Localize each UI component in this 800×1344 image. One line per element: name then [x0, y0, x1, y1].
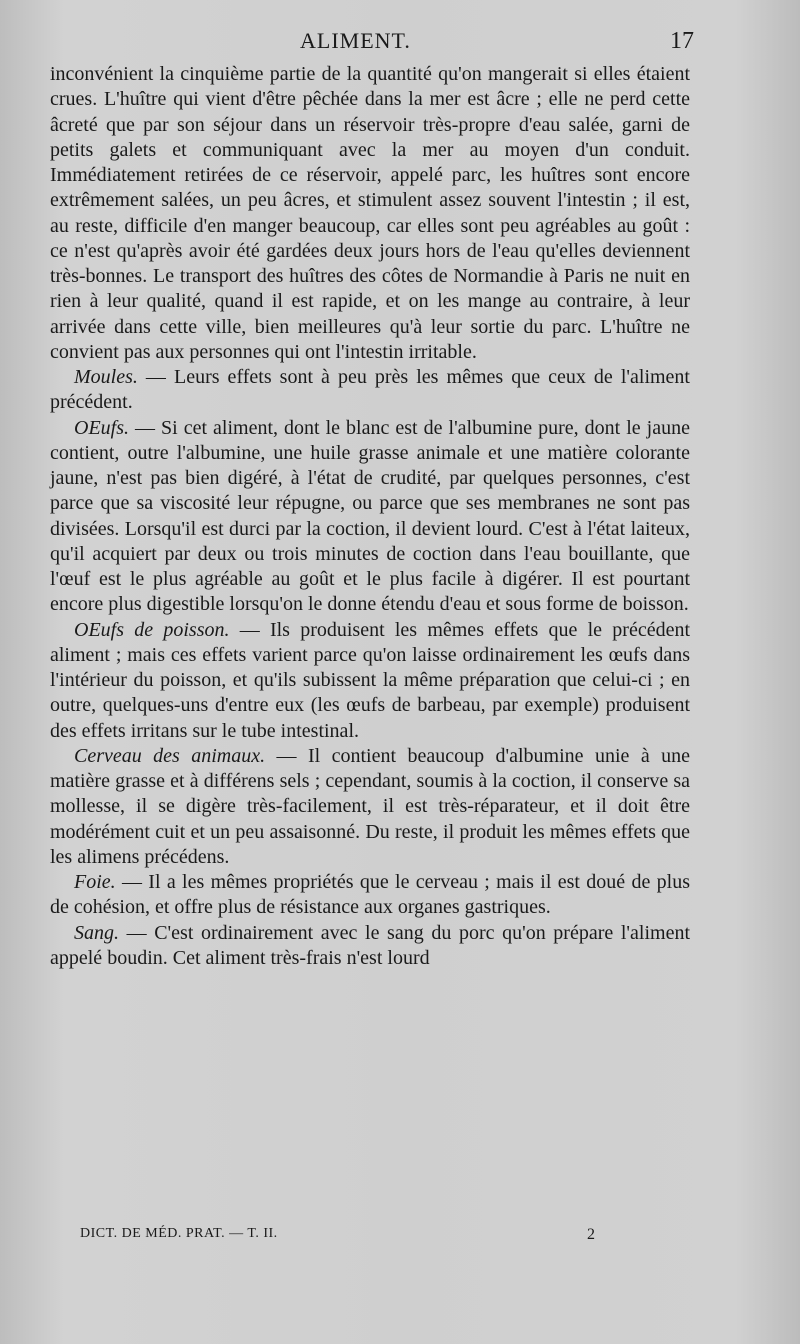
footer-imprint: DICT. DE MÉD. PRAT. — T. II.: [80, 1226, 278, 1241]
entry-term: OEufs.: [74, 416, 129, 439]
paragraph-text: — Leurs effets sont à peu près les mêmes que ceux de l'aliment précédent.: [50, 366, 690, 414]
paragraph-cerveau: [50, 744, 690, 870]
running-head: [50, 24, 694, 62]
paragraph-sang: [50, 921, 690, 972]
paragraph-text: — C'est ordinairement avec le sang du porc qu'on prépare l'aliment appelé boudin. Cet aliment très-frais n'est lourd: [50, 921, 690, 969]
paragraph-moules: [50, 365, 690, 416]
running-title: ALIMENT.: [300, 28, 411, 53]
signature-mark: 2: [587, 1226, 596, 1243]
entry-term: Moules.: [74, 366, 138, 388]
page-number: 17: [670, 28, 694, 54]
entry-term: OEufs de poisson.: [74, 618, 230, 641]
book-page: [50, 24, 694, 971]
entry-term: Sang.: [74, 921, 119, 944]
page-footer: [80, 1226, 640, 1242]
entry-term: Cerveau des animaux.: [74, 744, 266, 767]
paragraph-oeufs-de-poisson: [50, 618, 690, 744]
paragraph-text: — Ils produisent les mêmes effets que le précédent aliment ; mais ces effets varient parce qu'on laisse ordinairement les œufs dans l'intérieur du poisson, et qu'ils subissent la même préparation que celui-ci ; en outre, quelques-uns d'entre eux (les œufs de barbeau, par exemple) produisent des effets irritans sur le tube intestinal.: [50, 618, 691, 742]
body-text: [50, 62, 690, 971]
paragraph-huitres: [50, 62, 690, 365]
paragraph-oeufs: [50, 416, 690, 618]
entry-term: Foie.: [74, 871, 116, 893]
paragraph-foie: [50, 870, 690, 921]
paragraph-text: — Il contient beaucoup d'albumine unie à une matière grasse et à différens sels ; cependant, soumis à la coction, il conserve sa mollesse, il se digère très-facilement, il est très-réparateur, et il doit être modérément cuit et un peu assaisonné. Du reste, il produit les mêmes effets que les alimens précédens.: [50, 744, 690, 868]
paragraph-text: — Si cet aliment, dont le blanc est de l'albumine pure, dont le jaune contient, outre l'albumine, une huile grasse animale et une matière colorante jaune, n'est pas bien digéré, à l'état de crudité, par quelques personnes, c'est parce que sa viscosité leur répugne, ou parce que ses membranes ne sont pas divisées. Lorsqu'il est durci par la coction, il devient lourd. C'est à l'état laiteux, qu'il acquiert par deux ou trois minutes de coction dans l'eau bouillante, que l'œuf est le plus agréable au goût et le plus facile à digérer. Il est pourtant encore plus digestible lorsqu'on le donne étendu d'eau et sous forme de boisson.: [50, 416, 690, 616]
paragraph-text: inconvénient la cinquième partie de la quantité qu'on mangerait si elles étaient crues. L'huître qui vient d'être pêchée dans la mer est âcre ; elle ne perd cette âcreté que par son séjour dans un réservoir très-propre d'eau salée, garni de petits galets et communiquant avec la mer au moyen d'un conduit. Immédiatement retirées de ce réservoir, appelé parc, les huîtres sont encore extrêmement salées, un peu âcres, et stimulent assez souvent l'intestin ; il est, au reste, difficile d'en manger beaucoup, car elles sont peu agréables au goût : ce n'est qu'après avoir été gardées deux jours hors de l'eau qu'elles deviennent très-bonnes. Le transport des huîtres des côtes de Normandie à Paris ne nuit en rien à leur qualité, quand il est rapide, et on les mange au contraire, à leur arrivée dans cette ville, bien meilleures qu'à leur sortie du parc. L'huître ne convient pas aux personnes qui ont l'intestin irritable.: [50, 63, 690, 363]
paragraph-text: — Il a les mêmes propriétés que le cerveau ; mais il est doué de plus de cohésion, et offre plus de résistance aux organes gastriques.: [50, 871, 690, 919]
